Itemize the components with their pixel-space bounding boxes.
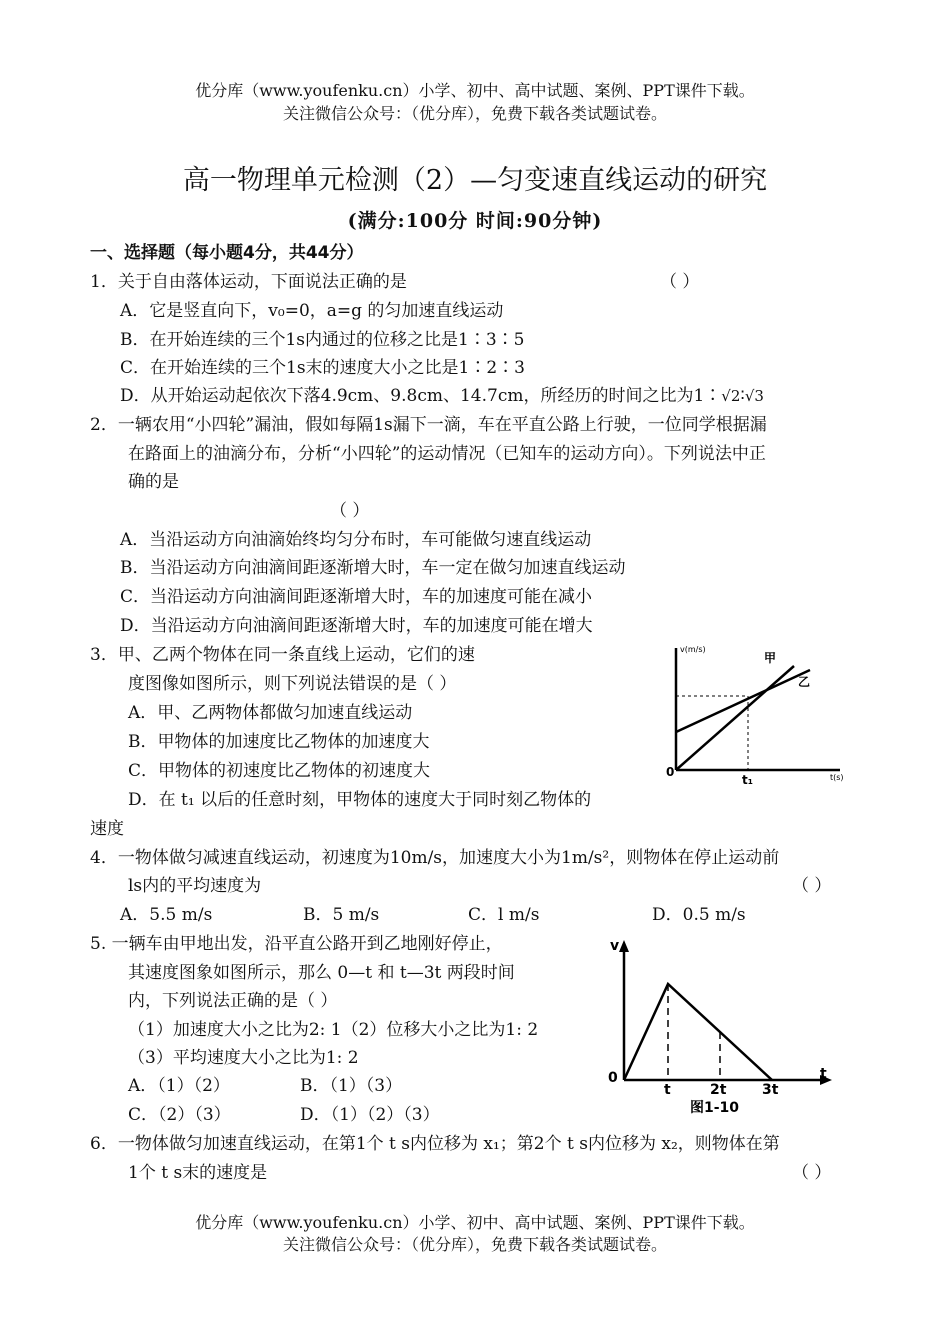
q2-option-d: D．当沿运动方向油滴间距逐渐增大时，车的加速度可能在增大: [120, 616, 593, 636]
q5-tick-3t: 3t: [762, 1082, 779, 1098]
q5-stem-line-1: 5. 一辆车由甲地出发，沿平直公路开到乙地刚好停止，: [90, 934, 503, 954]
q6-answer-paren: （ ）: [792, 1163, 832, 1183]
q5-ylabel: v: [610, 938, 620, 954]
q3-label-yi: 乙: [798, 675, 811, 689]
q5-option-c: C．（2）（3）: [128, 1105, 231, 1125]
q5-xlabel: t: [820, 1066, 827, 1082]
footer-line-2: 关注微信公众号：（优分库），免费下载各类试题试卷。: [282, 1235, 667, 1254]
q4-option-d: D．0.5 m/s: [652, 905, 746, 925]
q3-xlabel: t(s): [830, 773, 844, 782]
q2-stem-line-1: 2．一辆农用“小四轮”漏油，假如每隔1s漏下一滴，车在平直公路上行驶，一位同学根据漏: [90, 415, 767, 435]
q5-velocity-line: [624, 984, 772, 1080]
q6-stem-line-2: 1个 t s末的速度是: [128, 1163, 268, 1183]
q1-option-b: B．在开始连续的三个1s内通过的位移之比是1∶3∶5: [120, 330, 525, 350]
q5-stem-line-3: 内，下列说法正确的是（ ）: [128, 991, 338, 1011]
section-heading: 一、选择题（每小题4分，共44分）: [90, 243, 364, 263]
q1-stem: 1．关于自由落体运动，下面说法正确的是: [90, 272, 407, 292]
q5-tick-2t: 2t: [710, 1082, 727, 1098]
q3-t1: t₁: [742, 773, 753, 787]
q5-velocity-graph: [600, 932, 840, 1120]
q1-option-d-text: D．从开始运动起依次下落4.9cm、9.8cm、14.7cm，所经历的时间之比为1∶: [120, 386, 722, 406]
q1-sqrt3: √3: [744, 387, 764, 405]
q3-option-d: D．在 t₁ 以后的任意时刻，甲物体的速度大于同时刻乙物体的: [128, 790, 592, 810]
q2-option-b: B．当沿运动方向油滴间距逐渐增大时，车一定在做匀加速直线运动: [120, 558, 626, 578]
q3-option-b: B．甲物体的加速度比乙物体的加速度大: [128, 732, 430, 752]
q3-option-a: A．甲、乙两物体都做匀加速直线运动: [128, 703, 413, 723]
page-title: 高一物理单元检测（2）—匀变速直线运动的研究: [182, 165, 768, 196]
footer-line-1: 优分库（www.youfenku.cn）小学、初中、高中试题、案例、PPT课件下载。: [195, 1213, 755, 1232]
header-line-1: 优分库（www.youfenku.cn）小学、初中、高中试题、案例、PPT课件下载。: [195, 81, 755, 100]
q3-origin: 0: [666, 765, 675, 779]
q3-option-d-cont: 速度: [90, 819, 124, 839]
q2-stem-line-2: 在路面上的油滴分布，分析“小四轮”的运动情况（已知车的运动方向）。下列说法中正: [128, 444, 766, 464]
q3-stem-line-1: 3．甲、乙两个物体在同一条直线上运动，它们的速: [90, 645, 475, 665]
q3-ylabel: v(m/s): [680, 645, 706, 654]
q5-option-a: A．（1）（2）: [128, 1076, 230, 1096]
q1-option-c: C．在开始连续的三个1s末的速度大小之比是1∶2∶3: [120, 358, 525, 378]
q4-option-b: B．5 m/s: [303, 905, 380, 925]
q1-option-d: [120, 381, 764, 406]
q6-stem-line-1: 6．一物体做匀加速直线运动，在第1个 t s内位移为 x₁；第2个 t s内位移为 x₂，则物体在第: [90, 1134, 780, 1154]
q4-option-a: A．5.5 m/s: [120, 905, 213, 925]
q1-option-a: A．它是竖直向下，v₀=0，a=g 的匀加速直线运动: [120, 301, 504, 321]
q3-label-jia: 甲: [764, 651, 777, 665]
page-subtitle: (满分:100分 时间:90分钟): [347, 210, 603, 232]
q2-option-c: C．当沿运动方向油滴间距逐渐增大时，车的加速度可能在减小: [120, 587, 593, 607]
q3-velocity-graph: [662, 640, 862, 790]
header-line-2: 关注微信公众号：（优分库），免费下载各类试题试卷。: [282, 104, 667, 123]
q3-option-c: C．甲物体的初速度比乙物体的初速度大: [128, 761, 431, 781]
q2-answer-paren: （ ）: [330, 501, 370, 521]
q5-caption: 图1-10: [690, 1100, 740, 1116]
q5-stem-line-2: 其速度图象如图所示，那么 0—t 和 t—3t 两段时间: [128, 963, 515, 983]
q4-stem-line-2: ls内的平均速度为: [128, 876, 262, 896]
q2-stem-line-3: 确的是: [128, 472, 179, 492]
q5-option-b: B．（1）（3）: [300, 1076, 403, 1096]
q2-option-a: A．当沿运动方向油滴始终均匀分布时，车可能做匀速直线运动: [120, 530, 592, 550]
q1-sqrt2: √2: [721, 387, 741, 405]
q3-stem-line-2: 度图像如图所示，则下列说法错误的是（ ）: [128, 674, 457, 694]
q5-statement-1: （1）加速度大小之比为2: 1（2）位移大小之比为1: 2: [128, 1020, 539, 1040]
q1-sep: ∶: [740, 386, 745, 406]
q1-answer-paren: （ ）: [660, 272, 700, 292]
q3-line-jia: [676, 666, 794, 770]
q4-stem-line-1: 4．一物体做匀减速直线运动，初速度为10m/s，加速度大小为1m/s²，则物体在停止运动前: [90, 848, 780, 868]
q5-option-d: D．（1）（2）（3）: [300, 1105, 440, 1125]
q5-y-arrow: [619, 940, 629, 952]
q4-option-c: C．l m/s: [468, 905, 540, 925]
q3-line-yi: [676, 670, 810, 732]
q5-origin: 0: [608, 1070, 618, 1086]
q5-tick-t: t: [664, 1082, 671, 1098]
q4-answer-paren: （ ）: [792, 876, 832, 896]
q5-statement-2: （3）平均速度大小之比为1: 2: [128, 1048, 359, 1068]
